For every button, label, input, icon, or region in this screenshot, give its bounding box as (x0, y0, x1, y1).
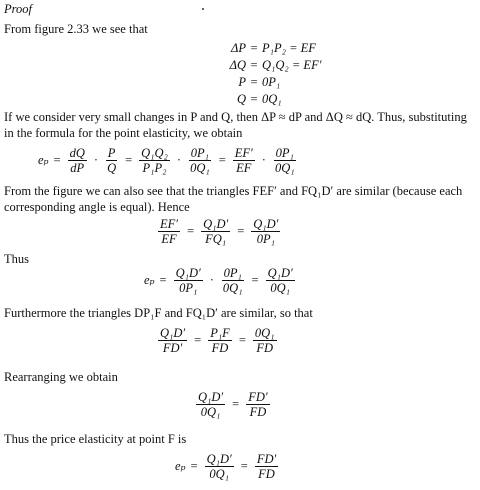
equation-operator: = (238, 332, 246, 347)
paragraph-2-line-2: corresponding angle is equal). Hence (4, 200, 190, 214)
equals-sign: = (190, 458, 198, 473)
fraction-numerator: 0P₁ (223, 266, 242, 280)
fraction-denominator: 0Q₁ (209, 467, 229, 481)
equation-4 (156, 326, 279, 355)
equation-6 (175, 452, 280, 481)
fraction-numerator: 0P₁ (190, 146, 209, 160)
fraction (221, 266, 245, 295)
fraction-numerator: FD′ (256, 452, 277, 466)
fraction-numerator: 0P₁ (275, 146, 294, 160)
fraction-numerator: EF′ (234, 146, 253, 160)
fraction (266, 266, 295, 295)
equation-operator: = (251, 272, 259, 287)
fraction (188, 146, 212, 175)
definition-row: ΔQ = Q₁Q₂ = EF′ (180, 57, 321, 74)
fraction-denominator: FD′ (162, 341, 183, 355)
fraction (273, 146, 297, 175)
definition-rhs: Q₁Q₂ = EF′ (262, 57, 322, 72)
equation-operator: = (194, 332, 202, 347)
fraction-denominator: FD (256, 341, 274, 355)
fraction-numerator: FD′ (248, 390, 268, 404)
fraction-numerator: Q₁Q₂ (141, 146, 168, 160)
fraction (139, 146, 170, 175)
fraction-denominator: Q (107, 161, 117, 175)
fraction-numerator: Q₁D′ (198, 390, 224, 404)
equation-operator: = (187, 223, 195, 238)
fraction-numerator: Q₁D′ (253, 217, 279, 231)
fraction-numerator: Q₁D′ (203, 217, 229, 231)
definition-row: P = 0P₁ (180, 74, 321, 91)
fraction-numerator: Q₁D′ (206, 452, 232, 466)
equation-operator: = (240, 458, 248, 473)
equation-operator: · (176, 152, 182, 167)
equation-3 (144, 266, 297, 295)
definition-row: Q = 0Q₁ (180, 91, 321, 108)
fraction (251, 217, 280, 246)
equation-2 (156, 217, 282, 246)
fraction-numerator: EF′ (160, 217, 179, 231)
equation-lhs: eₚ (38, 152, 49, 167)
definition-lhs: P (238, 74, 246, 89)
scan-speck (202, 8, 204, 10)
equals-sign: = (53, 152, 61, 167)
equation-1 (38, 146, 299, 175)
intro-text: From figure 2.33 we see that (4, 22, 148, 36)
fraction (196, 390, 225, 419)
fraction-numerator: 0Q₁ (254, 326, 275, 340)
fraction-numerator: Q₁D′ (175, 266, 201, 280)
thus-text-1: Thus (4, 252, 29, 266)
fraction-denominator: 0Q₁ (200, 405, 221, 419)
equation-operator: = (218, 152, 226, 167)
paragraph-2-line-1: From the figure we can also see that the triangles FEF′ and FQ₁D′ are similar (because each (4, 184, 463, 198)
fraction-denominator: 0P₁ (256, 232, 275, 246)
fraction (68, 146, 87, 175)
fraction (208, 326, 232, 355)
fraction-denominator: EF (161, 232, 177, 246)
fraction (158, 217, 180, 246)
equals-sign: = (159, 272, 167, 287)
fraction-denominator: FD (211, 341, 229, 355)
fraction-numerator: Q₁D′ (267, 266, 293, 280)
fraction-denominator: EF (236, 161, 252, 175)
equation-operator: · (261, 152, 266, 167)
definition-rhs: 0Q₁ (262, 91, 282, 106)
fraction (105, 146, 118, 175)
definition-rhs: 0P₁ (262, 74, 281, 89)
fraction-numerator: dQ (69, 146, 85, 160)
equation-operator: = (125, 152, 133, 167)
fraction-denominator: 0Q₁ (222, 281, 243, 295)
fraction-numerator: Q₁D′ (160, 326, 186, 340)
fraction (255, 452, 278, 481)
conclusion-text: Thus the price elasticity at point F is (4, 432, 187, 446)
fraction-numerator: P₁F (210, 326, 230, 340)
fraction-denominator: dP (70, 161, 85, 175)
paragraph-1-line-1: If we consider very small changes in P and Q, then ΔP ≈ dP and ΔQ ≈ dQ. Thus, substituting (4, 110, 467, 124)
fraction (246, 390, 269, 419)
rearranging-text: Rearranging we obtain (4, 370, 118, 384)
fraction-denominator: 0P₁ (179, 281, 198, 295)
equation-operator: · (209, 272, 214, 287)
fraction (174, 266, 203, 295)
fraction-denominator: P₁P₂ (142, 161, 167, 175)
fraction-numerator: P (107, 146, 116, 160)
equation-5 (194, 390, 272, 419)
fraction-denominator: 0Q₁ (190, 161, 210, 175)
equation-lhs: eₚ (144, 272, 155, 287)
fraction (253, 326, 277, 355)
fraction-denominator: FQ₁ (205, 232, 227, 246)
equation-operator: = (232, 396, 240, 411)
equation-operator: · (93, 152, 99, 167)
equation-lhs: eₚ (175, 458, 186, 473)
paragraph-3: Furthermore the triangles DP₁F and FQ₁D′ are similar, so that (4, 306, 313, 320)
paragraph-1-line-2: in the formula for the point elasticity, we obtain (4, 126, 243, 140)
definition-block (180, 40, 321, 108)
fraction (205, 452, 234, 481)
fraction (233, 146, 255, 175)
fraction (201, 217, 230, 246)
fraction-denominator: 0Q₁ (270, 281, 290, 295)
definition-lhs: Q (236, 91, 246, 106)
fraction-denominator: FD (249, 405, 267, 419)
equation-operator: = (237, 223, 245, 238)
definition-lhs: ΔP (231, 40, 246, 55)
proof-heading: Proof (4, 2, 33, 16)
definition-rhs: P₁P₂ = EF (262, 40, 316, 55)
fraction-denominator: 0Q₁ (274, 161, 295, 175)
fraction-denominator: FD (258, 467, 275, 481)
fraction (158, 326, 187, 355)
definition-lhs: ΔQ (229, 57, 246, 72)
definition-row: ΔP = P₁P₂ = EF (180, 40, 321, 57)
